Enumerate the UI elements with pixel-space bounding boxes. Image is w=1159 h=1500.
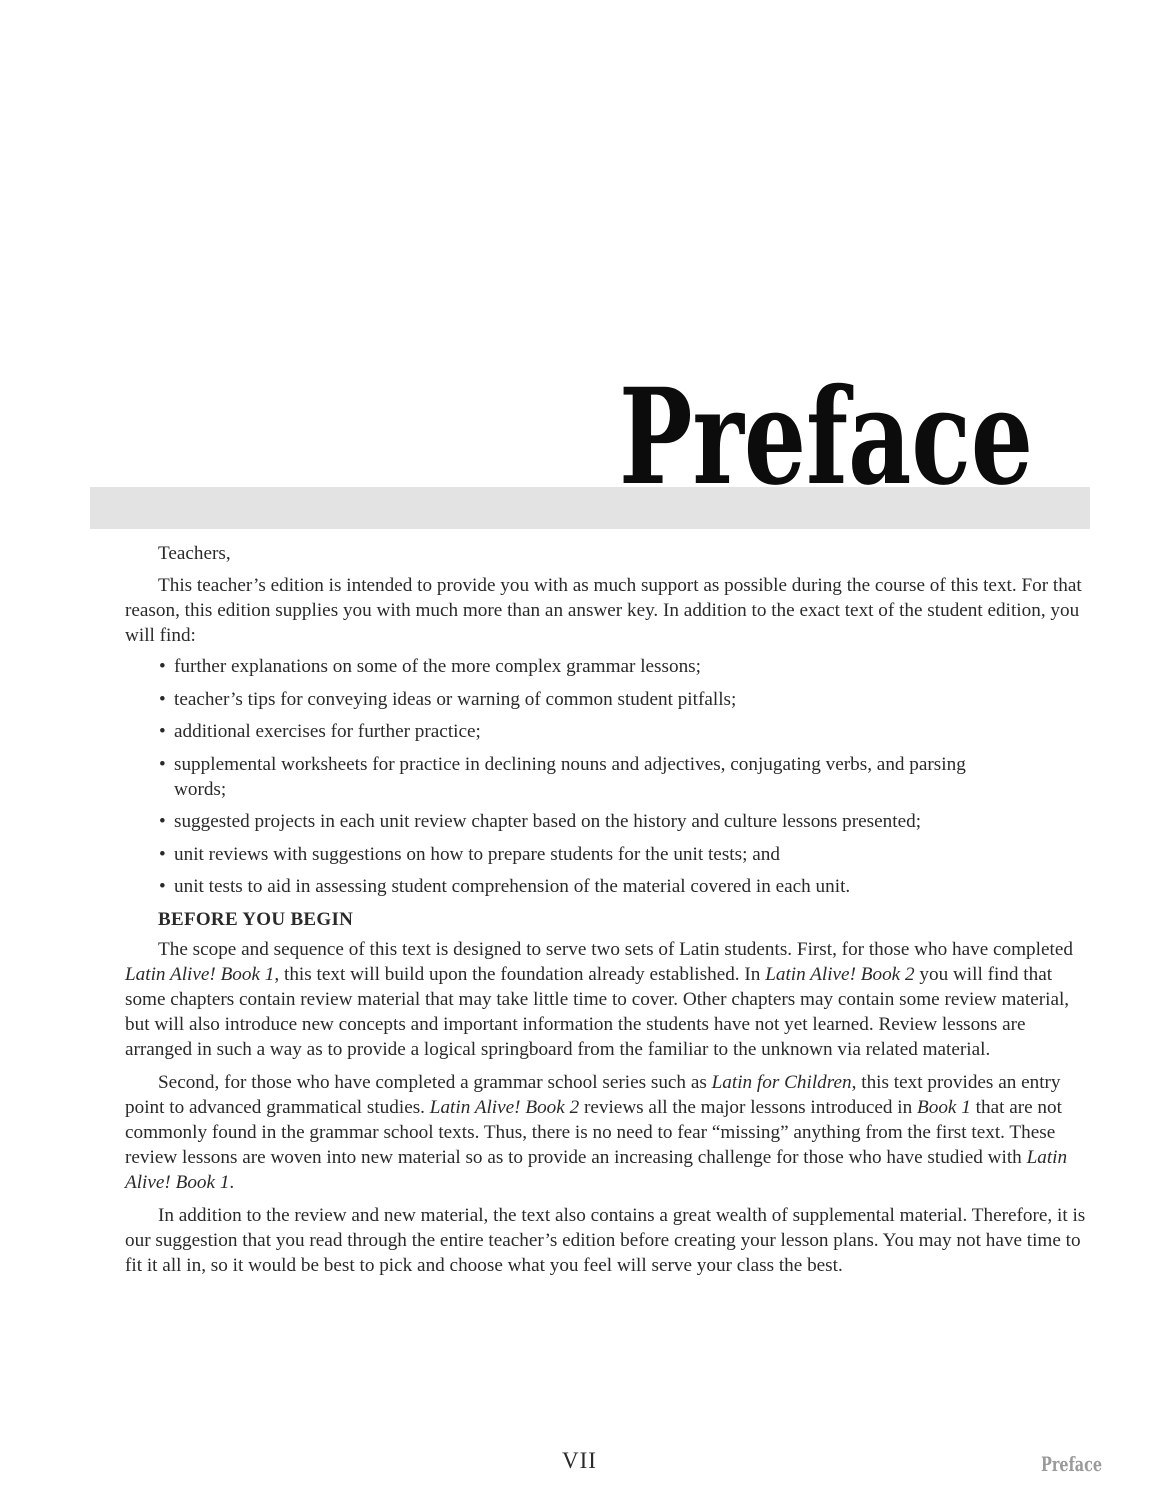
text-run: The scope and sequence of this text is designed to serve two sets of Latin students. First, for those who have completed [158,938,1073,960]
salutation: Teachers, [158,543,231,564]
list-item-text: suggested projects in each unit review chapter based on the history and culture lessons presented; [174,811,922,832]
book-title: Book 1 [917,1096,971,1118]
intro-paragraph: This teacher’s edition is intended to provide you with as much support as possible during the course of this text. For that reason, this edition supplies you with much more than an answer key. In addition to the exact text of the student edition, you will find: [125,575,1082,646]
text-run: , this text will build upon the foundation already established. In [274,963,766,985]
list-item [159,719,1095,744]
book-title: Latin Alive! Book 1 [125,963,275,985]
text-run: Second, for those who have completed a grammar school series such as [158,1071,712,1093]
book-title: Latin for Children [711,1071,852,1093]
list-item-text: unit reviews with suggestions on how to prepare students for the unit tests; and [174,843,780,865]
page-number: VII [562,1448,597,1473]
list-item [159,809,1095,834]
list-item [159,687,1095,712]
list-item [159,842,1095,867]
book-title: Latin Alive! Book 2 [765,963,915,985]
list-item-text: teacher’s tips for conveying ideas or warning of common student pitfalls; [174,688,737,710]
text-run: that are not commonly found in the grammar school texts. Thus, there is no need to fear “missing” anything from the first text. These review lessons are woven into new material so as to provide an increasing challenge for those who have studied with [125,1096,1062,1168]
bullet-icon: • [159,753,166,775]
list-item [159,874,1095,899]
list-item [159,752,994,802]
book-title: Latin Alive! Book 2 [429,1096,580,1118]
bullet-icon: • [159,721,166,742]
book-title: Latin Alive! Book 1 [125,1146,1068,1193]
text-run: reviews all the major lessons introduced in [579,1096,918,1118]
bullet-icon: • [159,656,166,677]
text-run: you will find that some chapters contain review material that may take little time to cover. Other chapters may contain some review material, but will also introduce new concepts and important information the students have not yet learned. Review lessons are arranged in such a way as to provide a logical springboard from the familiar to the unknown via related material. [125,963,1070,1060]
paragraph-supplemental: In addition to the review and new material, the text also contains a great wealth of supplemental material. Therefore, it is our suggestion that you read through the entire teacher’s edition before creating your lesson plans. You may not have time to fit it all in, so it would be best to pick and choose what you feel will serve your class the best. [125,1204,1086,1276]
list-item-text: unit tests to aid in assessing student comprehension of the material covered in each unit. [174,876,851,897]
bullet-icon: • [159,876,166,897]
list-item-text: supplemental worksheets for practice in declining nouns and adjectives, conjugating verbs, and parsing words; [174,753,966,800]
paragraph-scope [125,937,1095,1062]
list-item-text: further explanations on some of the more complex grammar lessons; [174,656,701,677]
bullet-icon: • [159,843,166,865]
section-heading: BEFORE YOU BEGIN [158,908,354,930]
bullet-icon: • [159,688,166,710]
text-run: . [229,1171,235,1193]
bullet-icon: • [159,811,166,832]
list-item [159,654,1095,679]
text-run: , this text provides an entry point to advanced grammatical studies. [125,1071,1061,1118]
running-footer: Preface [1041,1452,1103,1476]
list-item-text: additional exercises for further practice; [174,721,481,742]
page-title: Preface [619,360,1033,515]
body-text [125,541,1095,1286]
paragraph-second [125,1070,1095,1195]
feature-list [125,654,1095,899]
